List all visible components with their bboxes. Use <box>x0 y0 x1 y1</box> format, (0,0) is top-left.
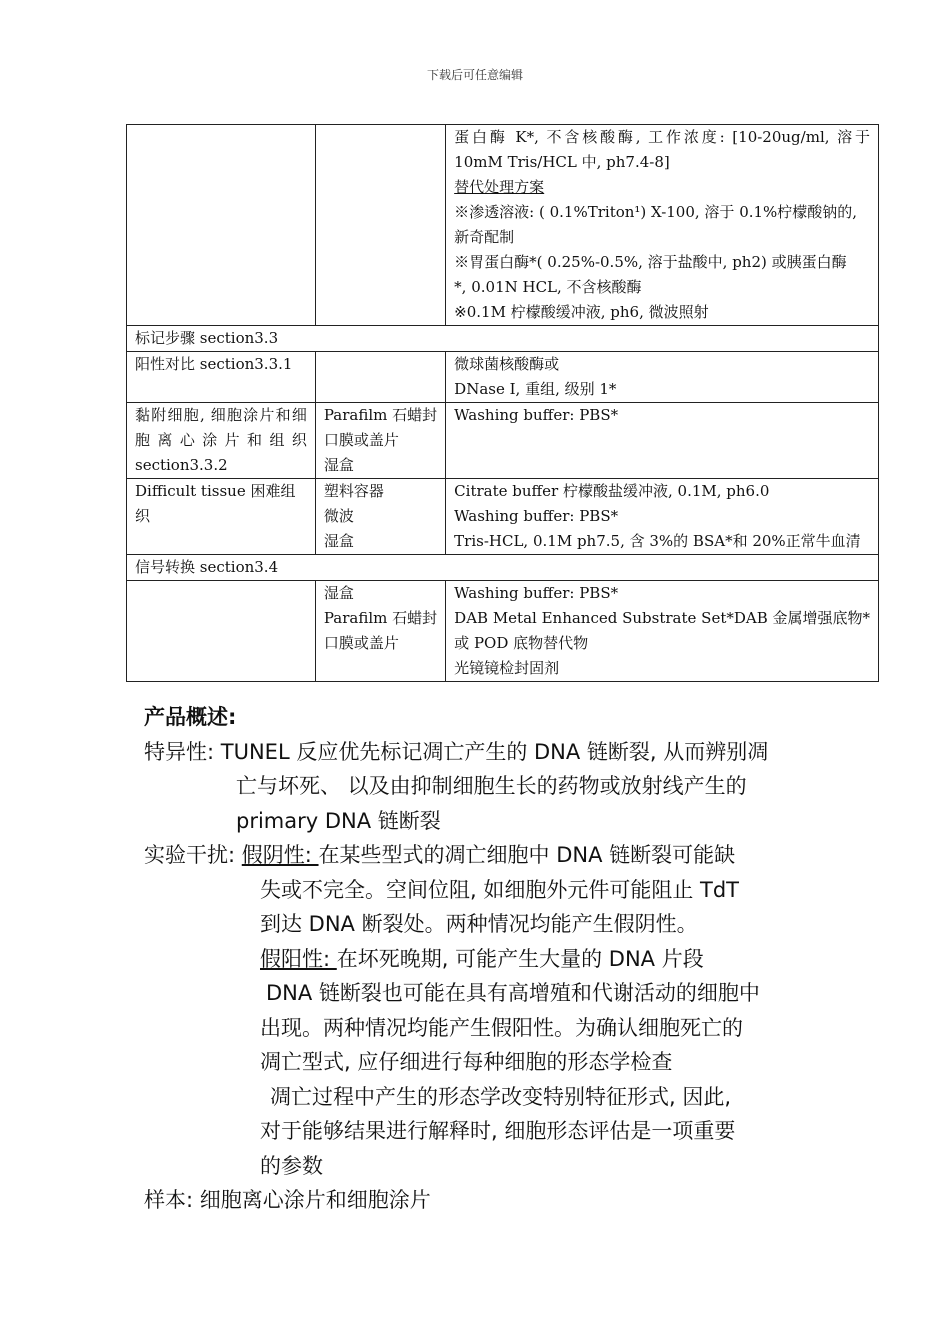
table-row <box>127 352 879 403</box>
specificity-line <box>144 735 824 770</box>
false-negative-text: 到达 DNA 断裂处。两种情况均能产生假阴性。 <box>260 912 698 936</box>
cell-line: 10mM Tris/HCL 中, ph7.4-8] <box>454 153 670 171</box>
false-positive-text: 对于能够结果进行解释时, 细胞形态评估是一项重要 <box>260 1119 736 1143</box>
table-row <box>127 403 879 479</box>
false-positive-text: 的参数 <box>260 1153 323 1178</box>
cell-line: 胞 离 心 涂 片 和 组 织 <box>135 431 307 449</box>
overview-heading: 产品概述: <box>144 705 237 729</box>
page-header: 下载后可任意编辑 <box>426 68 523 82</box>
table-row <box>127 125 879 326</box>
sample-label: 样本: <box>144 1188 200 1212</box>
specificity-label: 特异性: <box>144 739 221 764</box>
table-cell <box>446 581 879 682</box>
table-cell <box>315 352 445 403</box>
false-positive-text: 出现。两种情况均能产生假阳性。为确认细胞死亡的 <box>260 1015 743 1040</box>
table-cell <box>315 479 445 555</box>
table-cell <box>127 581 316 682</box>
cell-line: DAB Metal Enhanced Substrate Set*DAB 金属增强底物* <box>454 609 870 627</box>
cell-line: 蛋白酶 K*, 不含核酸酶, 工作浓度: [10-20ug/ml, 溶于 <box>454 128 870 146</box>
table-row <box>127 581 879 682</box>
cell-line: 塑料容器 <box>323 482 384 500</box>
cell-line: 湿盒 <box>323 584 354 602</box>
table-cell <box>446 403 879 479</box>
cell-line: 口膜或盖片 <box>323 634 399 652</box>
sample-text: 细胞离心涂片和细胞涂片 <box>199 1188 431 1212</box>
cell-line: ※渗透溶液: ( 0.1%Triton¹) X-100, 溶于 0.1%柠檬酸钠的, <box>454 203 858 221</box>
cell-line: Tris-HCL, 0.1M ph7.5, 含 3%的 BSA*和 20%正常牛血清 <box>454 532 861 550</box>
cell-line: 微球菌核酸酶或 <box>454 355 560 373</box>
false-positive-text: 凋亡型式, 应仔细进行每种细胞的形态学检查 <box>260 1050 673 1074</box>
false-positive-text: 凋亡过程中产生的形态学改变特别特征形式, 因此, <box>270 1084 732 1109</box>
table-cell <box>315 403 445 479</box>
table-cell <box>315 581 445 682</box>
interference-label: 实验干扰: <box>144 843 242 867</box>
table-cell <box>127 403 316 479</box>
sample-line <box>144 1183 824 1218</box>
specificity-text: 亡与坏死、 以及由抑制细胞生长的药物或放射线产生的 <box>236 774 747 798</box>
table-cell: 阳性对比 section3.3.1 <box>127 352 316 403</box>
table-row <box>127 479 879 555</box>
false-positive-text: DNA 链断裂也可能在具有高增殖和代谢活动的细胞中 <box>266 981 760 1005</box>
false-negative-text: 失或不完全。空间位阻, 如细胞外元件可能阻止 TdT <box>260 877 740 902</box>
cell-line: 新奇配制 <box>454 228 515 246</box>
cell-line: Washing buffer: PBS* <box>454 584 619 602</box>
table-cell <box>127 125 316 326</box>
cell-line: 湿盒 <box>323 456 354 474</box>
cell-line: 口膜或盖片 <box>323 431 399 449</box>
cell-line: Washing buffer: PBS* <box>454 507 619 525</box>
false-negative-text: 在某些型式的凋亡细胞中 DNA 链断裂可能缺 <box>318 843 736 867</box>
interference-line <box>144 838 824 873</box>
cell-line: 替代处理方案 <box>454 178 545 196</box>
cell-line: Citrate buffer 柠檬酸盐缓冲液, 0.1M, ph6.0 <box>454 482 770 500</box>
false-positive-line <box>144 942 824 977</box>
protocol-table <box>126 124 879 682</box>
cell-line: Parafilm 石蜡封 <box>323 609 438 627</box>
table-cell <box>446 125 879 326</box>
cell-line: *, 0.01N HCL, 不含核酸酶 <box>454 278 642 296</box>
cell-line: 湿盒 <box>323 532 354 550</box>
false-negative-label: 假阴性: <box>241 843 319 867</box>
table-row <box>127 555 879 581</box>
cell-line: 微波 <box>323 507 354 525</box>
table-cell <box>315 125 445 326</box>
specificity-text: TUNEL 反应优先标记凋亡产生的 DNA 链断裂, 从而辨别凋 <box>220 739 769 764</box>
specificity-text: primary DNA 链断裂 <box>236 808 441 833</box>
cell-line: 光镜镜检封固剂 <box>454 659 560 677</box>
cell-line: ※胃蛋白酶*( 0.25%-0.5%, 溶于盐酸中, ph2) 或胰蛋白酶 <box>454 253 847 271</box>
table-cell <box>446 352 879 403</box>
table-row <box>127 326 879 352</box>
cell-line: 或 POD 底物替代物 <box>454 634 589 652</box>
cell-line: Washing buffer: PBS* <box>454 406 619 424</box>
section-label: 信号转换 section3.4 <box>127 555 879 581</box>
section-label: 标记步骤 section3.3 <box>127 326 879 352</box>
false-positive-label: 假阳性: <box>260 946 337 971</box>
cell-line: 黏附细胞, 细胞涂片和细 <box>135 406 307 424</box>
product-overview <box>144 700 824 1218</box>
table-cell: Difficult tissue 困难组织 <box>127 479 316 555</box>
cell-line: Parafilm 石蜡封 <box>323 406 438 424</box>
false-positive-text: 在坏死晚期, 可能产生大量的 DNA 片段 <box>336 946 704 971</box>
cell-line: ※0.1M 柠檬酸缓冲液, ph6, 微波照射 <box>454 303 709 321</box>
cell-line: section3.3.2 <box>135 456 228 474</box>
table-cell <box>446 479 879 555</box>
cell-line: DNase I, 重组, 级别 1* <box>454 380 617 398</box>
